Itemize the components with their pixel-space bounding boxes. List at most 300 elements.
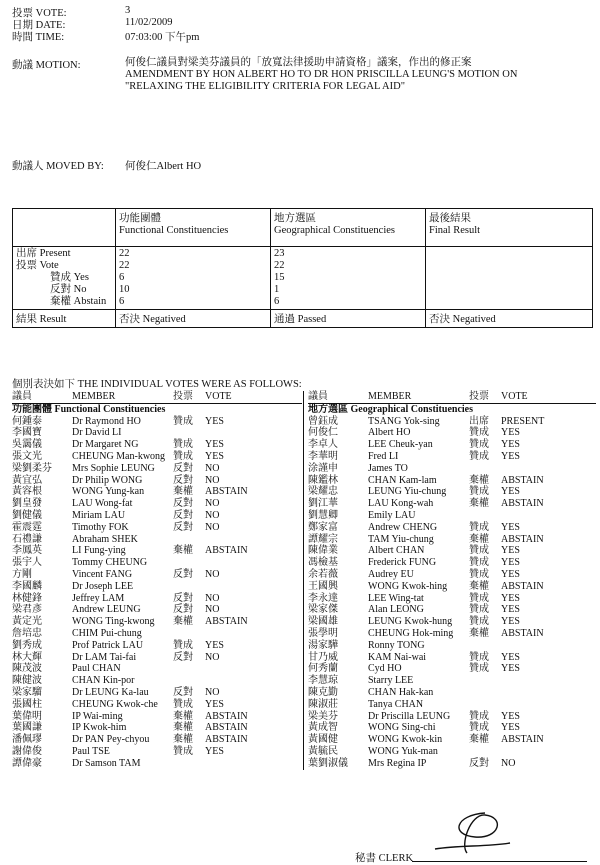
gc-member-row xyxy=(308,628,596,640)
vote-en: YES xyxy=(501,427,520,439)
summary-result-gc: 通過 Passed xyxy=(271,310,426,328)
member-name-zh: 陳偉業 xyxy=(308,545,338,557)
vote-zh: 反對 xyxy=(173,498,193,510)
motion-text xyxy=(125,57,517,93)
member-name-zh: 陳茂波 xyxy=(12,663,42,675)
motion-line-zh: 何俊仁議員對梁美芬議員的「放寬法律援助申請資格」議案，作出的修正案 xyxy=(125,57,472,68)
vote-zh: 反對 xyxy=(173,509,193,521)
gc-member-row xyxy=(308,581,596,593)
fc-member-row xyxy=(12,758,302,770)
vote-zh: 反對 xyxy=(173,651,193,663)
gc-member-row xyxy=(308,711,596,723)
member-name-zh: 葉劉淑儀 xyxy=(308,757,348,769)
vote-zh: 贊成 xyxy=(469,557,489,569)
header-member-zh: 議員 xyxy=(12,391,32,402)
member-name-zh: 石禮謙 xyxy=(12,533,42,545)
member-name-zh: 何俊仁 xyxy=(308,427,338,439)
member-name-zh: 何秀蘭 xyxy=(308,663,338,675)
member-name-zh: 何鍾泰 xyxy=(12,415,42,427)
vote-zh: 贊成 xyxy=(173,450,193,462)
gc-member-row xyxy=(308,663,596,675)
gc-member-row xyxy=(308,451,596,463)
vote-zh: 贊成 xyxy=(173,745,193,757)
fc-member-row xyxy=(12,557,302,569)
fc-member-row xyxy=(12,581,302,593)
member-name-en: Albert CHAN xyxy=(368,545,425,557)
header-member-en: MEMBER xyxy=(72,391,116,402)
fc-member-row xyxy=(12,722,302,734)
gc-member-row xyxy=(308,534,596,546)
member-name-zh: 張宇人 xyxy=(12,557,42,569)
member-name-en: Paul CHAN xyxy=(72,663,121,675)
member-name-zh: 李國麟 xyxy=(12,580,42,592)
summary-result-label: 結果 Result xyxy=(13,310,116,328)
member-name-en: CHAN Kam-lam xyxy=(368,474,437,486)
vote-en: NO xyxy=(205,462,220,474)
vote-en: NO xyxy=(205,498,220,510)
gc-member-row xyxy=(308,699,596,711)
gc-member-row xyxy=(308,640,596,652)
gc-member-row xyxy=(308,604,596,616)
gc-member-row xyxy=(308,746,596,758)
vote-zh: 贊成 xyxy=(469,710,489,722)
gc-member-row xyxy=(308,569,596,581)
member-name-en: LAU Kong-wah xyxy=(368,498,434,510)
summary-header-gc-zh: 地方選區 xyxy=(274,213,316,224)
vote-en: YES xyxy=(205,698,224,710)
member-name-en: Vincent FANG xyxy=(72,568,133,580)
member-name-zh: 湯家驊 xyxy=(308,639,338,651)
summary-header-final-zh: 最後結果 xyxy=(429,213,471,224)
summary-fc-abstain: 6 xyxy=(119,296,125,307)
member-name-zh: 霍震霆 xyxy=(12,521,42,533)
summary-final-blank xyxy=(426,247,593,310)
vote-en: ABSTAIN xyxy=(501,580,544,592)
vote-en: ABSTAIN xyxy=(205,616,248,628)
member-name-en: WONG Sing-chi xyxy=(368,722,436,734)
member-name-zh: 余若薇 xyxy=(308,568,338,580)
vote-en: NO xyxy=(205,592,220,604)
member-name-zh: 林健鋒 xyxy=(12,592,42,604)
gc-member-row xyxy=(308,545,596,557)
gc-member-row xyxy=(308,687,596,699)
vote-en: NO xyxy=(205,604,220,616)
summary-gc-vote: 22 xyxy=(274,260,285,271)
member-name-en: Dr Priscilla LEUNG xyxy=(368,710,451,722)
summary-table xyxy=(12,208,593,328)
summary-label-no: 反對 No xyxy=(50,284,87,295)
member-name-en: Emily LAU xyxy=(368,509,416,521)
member-name-en: Dr Philip WONG xyxy=(72,474,143,486)
vote-en: ABSTAIN xyxy=(205,710,248,722)
vote-zh: 贊成 xyxy=(173,639,193,651)
vote-zh: 贊成 xyxy=(469,521,489,533)
member-name-zh: 陳克勤 xyxy=(308,686,338,698)
vote-zh: 贊成 xyxy=(469,616,489,628)
vote-zh: 棄權 xyxy=(469,474,489,486)
member-name-zh: 曾鈺成 xyxy=(308,415,338,427)
gc-member-row xyxy=(308,498,596,510)
gc-member-row xyxy=(308,593,596,605)
gc-member-row xyxy=(308,758,596,770)
member-name-zh: 陳鑑林 xyxy=(308,474,338,486)
member-name-zh: 吳靄儀 xyxy=(12,439,42,451)
summary-header-final-en: Final Result xyxy=(429,225,481,236)
vote-zh: 贊成 xyxy=(469,651,489,663)
member-name-en: James TO xyxy=(368,462,408,474)
vote-zh: 棄權 xyxy=(469,627,489,639)
member-name-zh: 梁家傑 xyxy=(308,604,338,616)
member-name-en: CHAN Hak-kan xyxy=(368,686,434,698)
vote-en: NO xyxy=(205,509,220,521)
member-name-zh: 李國寶 xyxy=(12,427,42,439)
vote-zh: 棄權 xyxy=(469,734,489,746)
header-member-en: MEMBER xyxy=(368,391,412,402)
member-name-zh: 梁耀忠 xyxy=(308,486,338,498)
member-name-zh: 梁家騮 xyxy=(12,686,42,698)
vote-zh: 贊成 xyxy=(173,698,193,710)
member-name-en: Ronny TONG xyxy=(368,639,425,651)
vote-en: YES xyxy=(501,521,520,533)
member-name-en: LI Fung-ying xyxy=(72,545,126,557)
member-name-zh: 譚偉豪 xyxy=(12,757,42,769)
vote-en: ABSTAIN xyxy=(501,627,544,639)
member-name-zh: 黃成智 xyxy=(308,722,338,734)
vote-number-label: 投票 VOTE: xyxy=(12,8,67,19)
vote-en: YES xyxy=(501,568,520,580)
vote-en: ABSTAIN xyxy=(205,722,248,734)
member-name-zh: 劉秀成 xyxy=(12,639,42,651)
member-name-en: LAU Wong-fat xyxy=(72,498,133,510)
member-name-en: CHAN Kin-por xyxy=(72,675,135,687)
member-name-en: Mrs Sophie LEUNG xyxy=(72,462,155,474)
vote-en: NO xyxy=(205,651,220,663)
vote-en: YES xyxy=(501,557,520,569)
clerk-signature-line xyxy=(412,861,587,862)
gc-member-row xyxy=(308,510,596,522)
vote-en: ABSTAIN xyxy=(501,533,544,545)
member-name-zh: 譚耀宗 xyxy=(308,533,338,545)
vote-zh: 贊成 xyxy=(469,486,489,498)
vote-en: YES xyxy=(205,639,224,651)
vote-zh: 贊成 xyxy=(469,568,489,580)
vote-zh: 反對 xyxy=(173,686,193,698)
vote-en: NO xyxy=(205,568,220,580)
member-name-zh: 葉國謙 xyxy=(12,722,42,734)
member-name-zh: 陳淑莊 xyxy=(308,698,338,710)
fc-member-row xyxy=(12,652,302,664)
gc-member-row xyxy=(308,557,596,569)
member-name-zh: 劉江華 xyxy=(308,498,338,510)
member-name-zh: 張文光 xyxy=(12,450,42,462)
fc-member-row xyxy=(12,734,302,746)
member-name-en: TAM Yiu-chung xyxy=(368,533,434,545)
member-name-zh: 王國興 xyxy=(308,580,338,592)
member-name-en: Dr Raymond HO xyxy=(72,415,141,427)
member-name-en: Prof Patrick LAU xyxy=(72,639,144,651)
member-name-zh: 黃國健 xyxy=(308,734,338,746)
moved-by-value: 何俊仁Albert HO xyxy=(125,161,202,172)
summary-row-labels xyxy=(13,247,116,310)
gc-member-row xyxy=(308,675,596,687)
fc-member-row xyxy=(12,451,302,463)
summary-gc-abstain: 6 xyxy=(274,296,280,307)
vote-zh: 贊成 xyxy=(469,663,489,675)
member-name-zh: 黃定光 xyxy=(12,616,42,628)
member-name-zh: 李鳳英 xyxy=(12,545,42,557)
fc-member-row xyxy=(12,475,302,487)
gc-member-row xyxy=(308,734,596,746)
vote-en: NO xyxy=(205,474,220,486)
summary-header-fc-zh: 功能團體 xyxy=(119,213,161,224)
gc-member-row xyxy=(308,652,596,664)
member-name-en: WONG Ting-kwong xyxy=(72,616,155,628)
vote-zh: 反對 xyxy=(173,568,193,580)
member-name-en: Tanya CHAN xyxy=(368,698,424,710)
vote-en: YES xyxy=(501,651,520,663)
vote-en: YES xyxy=(501,722,520,734)
gc-section-label: 地方選區 Geographical Constituencies xyxy=(308,403,473,415)
vote-zh: 贊成 xyxy=(469,450,489,462)
vote-en: ABSTAIN xyxy=(501,734,544,746)
moved-by-label: 動議人 MOVED BY: xyxy=(12,161,104,172)
member-name-en: Paul TSE xyxy=(72,745,110,757)
summary-result-fc: 否決 Negatived xyxy=(116,310,271,328)
vote-zh: 贊成 xyxy=(469,427,489,439)
vote-en: YES xyxy=(501,616,520,628)
vote-en: YES xyxy=(501,545,520,557)
vote-en: ABSTAIN xyxy=(501,498,544,510)
fc-member-row xyxy=(12,616,302,628)
fc-member-row xyxy=(12,640,302,652)
gc-member-row xyxy=(308,427,596,439)
fc-member-row xyxy=(12,463,302,475)
fc-member-row xyxy=(12,545,302,557)
fc-member-row xyxy=(12,439,302,451)
fc-section-title xyxy=(12,404,302,416)
motion-line-en-1: AMENDMENT BY HON ALBERT HO TO DR HON PRISCILLA LEUNG'S MOTION ON xyxy=(125,69,518,80)
member-name-en: Miriam LAU xyxy=(72,509,126,521)
vote-en: NO xyxy=(205,686,220,698)
member-name-en: Andrew LEUNG xyxy=(72,604,141,616)
summary-gc-present: 23 xyxy=(274,248,285,259)
fc-member-row xyxy=(12,604,302,616)
member-name-zh: 馮檢基 xyxy=(308,557,338,569)
fc-member-row xyxy=(12,687,302,699)
member-name-zh: 劉健儀 xyxy=(12,509,42,521)
vote-number-value: 3 xyxy=(125,5,131,16)
motion-label: 動議 MOTION: xyxy=(12,60,81,71)
member-name-en: Dr David LI xyxy=(72,427,122,439)
gc-member-row xyxy=(308,722,596,734)
member-name-zh: 詹培忠 xyxy=(12,627,42,639)
fc-column-header xyxy=(12,391,302,404)
member-name-zh: 李華明 xyxy=(308,450,338,462)
vote-en: NO xyxy=(501,757,516,769)
member-name-en: Timothy FOK xyxy=(72,521,129,533)
summary-fc-no: 10 xyxy=(119,284,130,295)
gc-member-row xyxy=(308,522,596,534)
summary-header-fc-en: Functional Constituencies xyxy=(119,225,229,236)
member-name-en: WONG Kwok-hing xyxy=(368,580,448,592)
vote-zh: 棄權 xyxy=(469,498,489,510)
fc-member-row xyxy=(12,569,302,581)
vote-zh: 棄權 xyxy=(173,710,193,722)
member-name-zh: 林大輝 xyxy=(12,651,42,663)
member-name-zh: 李慧琼 xyxy=(308,675,338,687)
member-name-en: LEE Wing-tat xyxy=(368,592,424,604)
member-name-en: Dr PAN Pey-chyou xyxy=(72,734,150,746)
member-name-en: Cyd HO xyxy=(368,663,402,675)
vote-en: YES xyxy=(501,439,520,451)
member-name-en: Audrey EU xyxy=(368,568,414,580)
clerk-signature xyxy=(415,805,525,860)
member-name-en: WONG Kwok-kin xyxy=(368,734,443,746)
member-name-en: Albert HO xyxy=(368,427,411,439)
member-name-zh: 方剛 xyxy=(12,568,32,580)
member-name-zh: 張國柱 xyxy=(12,698,42,710)
summary-corner xyxy=(13,209,116,247)
vote-zh: 贊成 xyxy=(469,604,489,616)
member-name-zh: 黃容根 xyxy=(12,486,42,498)
clerk-label: 秘書 CLERK xyxy=(355,853,414,864)
member-name-zh: 梁國雄 xyxy=(308,616,338,628)
member-name-zh: 甘乃威 xyxy=(308,651,338,663)
gc-member-row xyxy=(308,486,596,498)
vote-zh: 棄權 xyxy=(173,616,193,628)
vote-zh: 反對 xyxy=(173,592,193,604)
summary-label-yes: 贊成 Yes xyxy=(50,272,89,283)
vote-en: PRESENT xyxy=(501,415,545,427)
vote-en: ABSTAIN xyxy=(205,734,248,746)
vote-en: YES xyxy=(205,450,224,462)
summary-fc-yes: 6 xyxy=(119,272,125,283)
fc-member-row xyxy=(12,593,302,605)
member-name-en: Tommy CHEUNG xyxy=(72,557,148,569)
summary-gc-counts xyxy=(271,247,426,310)
summary-fc-vote: 22 xyxy=(119,260,130,271)
vote-zh: 出席 xyxy=(469,415,489,427)
vote-en: YES xyxy=(501,604,520,616)
member-name-en: Frederick FUNG xyxy=(368,557,437,569)
gc-member-row xyxy=(308,616,596,628)
fc-member-row xyxy=(12,746,302,758)
member-name-en: CHEUNG Man-kwong xyxy=(72,450,166,462)
vote-en: YES xyxy=(501,592,520,604)
gc-votes-column xyxy=(303,391,596,770)
fc-member-row xyxy=(12,486,302,498)
member-name-en: Dr Joseph LEE xyxy=(72,580,134,592)
vote-zh: 棄權 xyxy=(469,580,489,592)
summary-label-vote: 投票 Vote xyxy=(16,260,59,271)
fc-member-row xyxy=(12,675,302,687)
summary-result-final: 否決 Negatived xyxy=(426,310,593,328)
fc-member-row xyxy=(12,534,302,546)
vote-zh: 反對 xyxy=(469,757,489,769)
fc-member-row xyxy=(12,711,302,723)
vote-zh: 反對 xyxy=(173,474,193,486)
fc-member-row xyxy=(12,628,302,640)
member-name-zh: 鄭家富 xyxy=(308,521,338,533)
member-name-en: LEUNG Kwok-hung xyxy=(368,616,453,628)
member-name-en: Abraham SHEK xyxy=(72,533,138,545)
vote-en: YES xyxy=(205,439,224,451)
member-name-zh: 李卓人 xyxy=(308,439,338,451)
vote-en: YES xyxy=(501,450,520,462)
vote-zh: 棄權 xyxy=(173,734,193,746)
vote-zh: 棄權 xyxy=(173,545,193,557)
member-name-zh: 葉偉明 xyxy=(12,710,42,722)
vote-en: YES xyxy=(501,710,520,722)
vote-zh: 贊成 xyxy=(469,439,489,451)
summary-label-present: 出席 Present xyxy=(16,248,71,259)
member-name-en: LEUNG Yiu-chung xyxy=(368,486,447,498)
summary-gc-yes: 15 xyxy=(274,272,285,283)
header-member-zh: 議員 xyxy=(308,391,328,402)
gc-member-row xyxy=(308,463,596,475)
member-name-en: IP Wai-ming xyxy=(72,710,123,722)
vote-zh: 反對 xyxy=(173,521,193,533)
member-name-en: Dr LAM Tai-fai xyxy=(72,651,137,663)
header-vote-zh: 投票 xyxy=(469,391,489,402)
summary-fc-present: 22 xyxy=(119,248,130,259)
member-name-en: Alan LEONG xyxy=(368,604,424,616)
vote-zh: 棄權 xyxy=(173,486,193,498)
vote-zh: 贊成 xyxy=(173,415,193,427)
fc-section-label: 功能團體 Functional Constituencies xyxy=(12,403,166,415)
vote-en: YES xyxy=(205,415,224,427)
member-name-zh: 黃毓民 xyxy=(308,745,338,757)
member-name-zh: 梁劉柔芬 xyxy=(12,462,52,474)
member-name-zh: 李永達 xyxy=(308,592,338,604)
summary-gc-no: 1 xyxy=(274,284,280,295)
member-name-en: WONG Yuk-man xyxy=(368,745,438,757)
summary-fc-counts xyxy=(116,247,271,310)
fc-member-row xyxy=(12,427,302,439)
fc-votes-column xyxy=(12,391,302,770)
member-name-en: Dr Samson TAM xyxy=(72,757,141,769)
fc-member-row xyxy=(12,522,302,534)
date-value: 11/02/2009 xyxy=(125,17,173,28)
member-name-en: CHIM Pui-chung xyxy=(72,627,142,639)
summary-header-fc xyxy=(116,209,271,247)
vote-en: YES xyxy=(501,486,520,498)
time-value: 07:03:00 下午pm xyxy=(125,32,200,43)
member-name-zh: 梁君彥 xyxy=(12,604,42,616)
member-name-zh: 劉慧卿 xyxy=(308,509,338,521)
fc-member-row xyxy=(12,498,302,510)
member-name-en: CHEUNG Kwok-che xyxy=(72,698,158,710)
header-vote-en: VOTE xyxy=(501,391,528,402)
header-vote-en: VOTE xyxy=(205,391,232,402)
member-name-zh: 潘佩璆 xyxy=(12,734,42,746)
summary-header-gc-en: Geographical Constituencies xyxy=(274,225,396,236)
member-name-en: CHEUNG Hok-ming xyxy=(368,627,454,639)
member-name-zh: 劉皇發 xyxy=(12,498,42,510)
member-name-en: IP Kwok-him xyxy=(72,722,127,734)
member-name-zh: 梁美芬 xyxy=(308,710,338,722)
fc-member-row xyxy=(12,416,302,428)
member-name-en: TSANG Yok-sing xyxy=(368,415,440,427)
fc-member-row xyxy=(12,699,302,711)
date-label: 日期 DATE: xyxy=(12,20,66,31)
vote-en: NO xyxy=(205,521,220,533)
gc-member-row xyxy=(308,416,596,428)
vote-zh: 反對 xyxy=(173,604,193,616)
vote-zh: 贊成 xyxy=(173,439,193,451)
member-name-en: Dr Margaret NG xyxy=(72,439,139,451)
member-name-en: Jeffrey LAM xyxy=(72,592,125,604)
